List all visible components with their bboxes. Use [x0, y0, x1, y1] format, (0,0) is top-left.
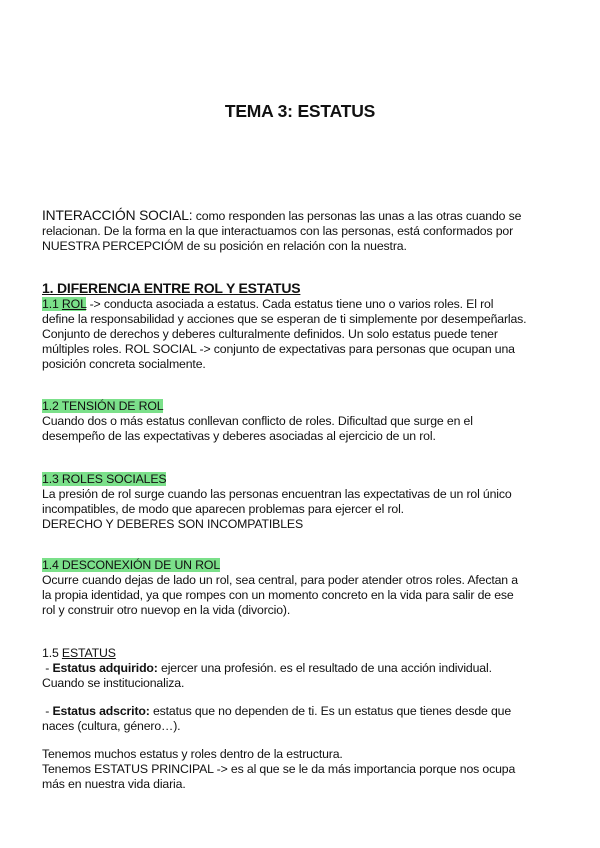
closing-paragraph: Tenemos muchos estatus y roles dentro de la estructura. Tenemos ESTATUS PRINCIPAL -> es al que se le da más importancia porque nos ocupa más en nuestra vida diaria. — [42, 747, 516, 791]
tension-paragraph: 1.2 TENSIÓN DE ROL Cuando dos o más estatus conllevan conflicto de roles. Dificultad que surge en el desempeño de las expectativas y deberes asociadas al ejercicio de un rol. — [42, 399, 473, 443]
estatus-heading: 1.5 ESTATUS — [42, 646, 116, 660]
roles-sociales-paragraph: 1.3 ROLES SOCIALES La presión de rol surge cuando las personas encuentran las expectativas de un rol único incompatibles, de modo que aparecen problemas para ejercer el rol. DERECHO Y DEBERES SON INCOMPATIBLES — [42, 472, 512, 531]
roles-sociales-heading: 1.3 ROLES SOCIALES — [42, 472, 167, 486]
estatus-adquirido-label: Estatus adquirido: — [52, 661, 158, 675]
rol-heading: 1.1 ROL — [42, 297, 87, 311]
estatus-adscrito-label: Estatus adscrito: — [52, 704, 150, 718]
rol-paragraph: 1.1 ROL -> conducta asociada a estatus. Cada estatus tiene uno o varios roles. El rol define la responsabilidad y acciones que se esperan de ti simplemente por desempeñarlas. Conjunto de derechos y deberes culturalmente definidos. Un solo estatus puede tener múltiples roles. ROL SOCIAL -> conjunto de expectativas para personas que ocupan una posición concreta socialmente. — [42, 297, 527, 371]
section-heading: 1. DIFERENCIA ENTRE ROL Y ESTATUS — [42, 280, 301, 296]
estatus-adscrito-paragraph: - Estatus adscrito: estatus que no dependen de ti. Es un estatus que tienes desde que naces (cultura, género…). — [42, 704, 512, 733]
intro-heading: INTERACCIÓN SOCIAL: — [42, 208, 193, 223]
desconexion-paragraph: 1.4 DESCONEXIÓN DE UN ROL Ocurre cuando dejas de lado un rol, sea central, para poder atender otros roles. Afectan a la propia identidad, ya que rompes con un momento concreto en la vida para salir de ese rol y construir otro nuevop en la vida (divorcio). — [42, 558, 518, 617]
desconexion-heading: 1.4 DESCONEXIÓN DE UN ROL — [42, 558, 221, 572]
intro-paragraph: INTERACCIÓN SOCIAL: como responden las personas las unas a las otras cuando se relacionan. De la forma en la que interactuamos con las personas, está conformados por NUESTRA PERCEPCIÓM de su posición en relación con la nuestra. — [42, 208, 522, 253]
page-title: TEMA 3: ESTATUS — [224, 101, 376, 121]
tension-heading: 1.2 TENSIÓN DE ROL — [42, 399, 164, 413]
estatus-paragraph: 1.5 ESTATUS - Estatus adquirido: ejercer una profesión. es el resultado de una acción individual. Cuando se institucionaliza. — [42, 646, 572, 691]
